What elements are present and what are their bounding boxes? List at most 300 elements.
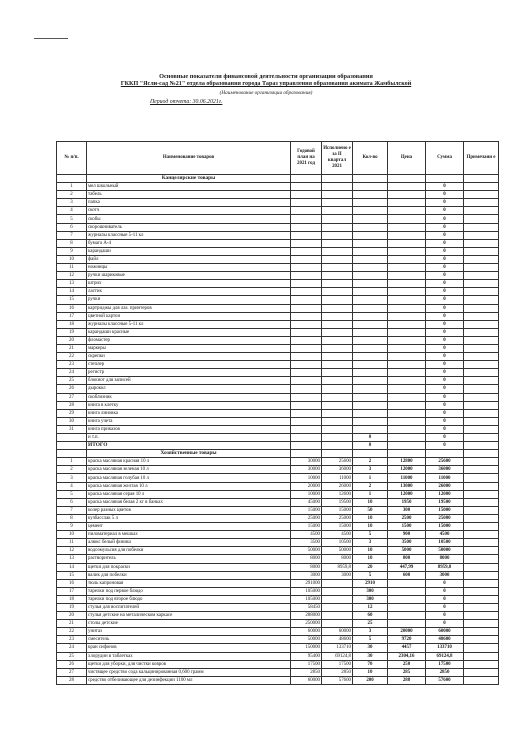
cell-name: степлер xyxy=(87,361,291,369)
cell-note xyxy=(464,336,499,344)
cell-done: 57600 xyxy=(322,676,353,684)
cell-empty xyxy=(291,175,322,183)
cell-price xyxy=(388,247,426,255)
cell-price xyxy=(388,369,426,377)
cell-qty xyxy=(353,247,388,255)
cell-done xyxy=(322,369,353,377)
cell-plan xyxy=(291,320,322,328)
cell-qty xyxy=(353,296,388,304)
cell-note xyxy=(464,377,499,385)
cell-plan: 50000 xyxy=(291,547,322,555)
cell-note xyxy=(464,223,499,231)
cell-note xyxy=(464,239,499,247)
table-row xyxy=(57,239,499,247)
cell-price xyxy=(388,199,426,207)
financial-table xyxy=(56,141,499,685)
table-row xyxy=(57,636,499,644)
cell-note xyxy=(464,571,499,579)
cell-plan xyxy=(291,280,322,288)
table-row xyxy=(57,506,499,514)
cell-name: колер разных цветов xyxy=(87,506,291,514)
cell-sum: 0 xyxy=(426,612,464,620)
cell-price xyxy=(388,320,426,328)
cell-num: 13 xyxy=(57,280,87,288)
cell-qty xyxy=(353,191,388,199)
cell-name: кран сифонов xyxy=(87,644,291,652)
table-row xyxy=(57,393,499,401)
cell-done xyxy=(322,385,353,393)
cell-num: 25 xyxy=(57,652,87,660)
cell-sum: 25600 xyxy=(426,458,464,466)
cell-done xyxy=(322,393,353,401)
cell-plan xyxy=(291,385,322,393)
cell-done xyxy=(322,247,353,255)
cell-note xyxy=(464,434,499,442)
cell-note xyxy=(464,255,499,263)
cell-sum: 36000 xyxy=(426,466,464,474)
cell-qty: 10 xyxy=(353,498,388,506)
cell-price: 20000 xyxy=(388,628,426,636)
cell-num: 20 xyxy=(57,612,87,620)
cell-plan xyxy=(291,417,322,425)
cell-name: штрих xyxy=(87,280,291,288)
cell-done xyxy=(322,223,353,231)
cell-num: 17 xyxy=(57,587,87,595)
cell-num: 10 xyxy=(57,531,87,539)
organization-caption: (Наименование организации образования) xyxy=(219,90,313,96)
cell-qty: 2910 xyxy=(353,579,388,587)
cell-num: 22 xyxy=(57,628,87,636)
cell-price xyxy=(388,377,426,385)
cell-note xyxy=(464,595,499,603)
cell-num: 26 xyxy=(57,660,87,668)
cell-price xyxy=(388,385,426,393)
cell-num: 3 xyxy=(57,474,87,482)
cell-plan xyxy=(291,369,322,377)
table-row xyxy=(57,353,499,361)
cell-plan xyxy=(291,183,322,191)
cell-price xyxy=(388,612,426,620)
cell-name: карандаши xyxy=(87,247,291,255)
cell-done xyxy=(322,587,353,595)
cell-price xyxy=(388,579,426,587)
cell-name: файл xyxy=(87,255,291,263)
cell-price xyxy=(388,328,426,336)
cell-num: 6 xyxy=(57,223,87,231)
cell-done xyxy=(322,183,353,191)
cell-name: книга в клетку xyxy=(87,401,291,409)
cell-price xyxy=(388,231,426,239)
cell-empty xyxy=(353,450,388,458)
cell-name: смеситель xyxy=(87,636,291,644)
cell-name: цветной картон xyxy=(87,312,291,320)
cell-qty: 30 xyxy=(353,652,388,660)
cell-price: 288 xyxy=(388,676,426,684)
table-row xyxy=(57,571,499,579)
table-row xyxy=(57,498,499,506)
cell-qty: 2 xyxy=(353,482,388,490)
cell-price xyxy=(388,425,426,433)
cell-price xyxy=(388,280,426,288)
cell-note xyxy=(464,280,499,288)
table-row xyxy=(57,514,499,522)
cell-empty xyxy=(388,450,426,458)
cell-price xyxy=(388,587,426,595)
cell-sum: 57600 xyxy=(426,676,464,684)
cell-sum: 0 xyxy=(426,587,464,595)
cell-plan xyxy=(291,255,322,263)
cell-qty: 3 xyxy=(353,466,388,474)
cell-qty: 3 xyxy=(353,539,388,547)
cell-num: 4 xyxy=(57,482,87,490)
cell-sum: 0 xyxy=(426,393,464,401)
table-row xyxy=(57,563,499,571)
cell-price: 13000 xyxy=(388,482,426,490)
cell-plan xyxy=(291,223,322,231)
cell-sum: 0 xyxy=(426,215,464,223)
cell-qty xyxy=(353,183,388,191)
cell-sum: 69124,8 xyxy=(426,652,464,660)
cell-done xyxy=(322,255,353,263)
cell-name: книга приказов xyxy=(87,425,291,433)
cell-price xyxy=(388,223,426,231)
cell-num: 5 xyxy=(57,215,87,223)
cell-note xyxy=(464,547,499,555)
cell-num: 2 xyxy=(57,466,87,474)
table-row xyxy=(57,377,499,385)
cell-qty: 3 xyxy=(353,628,388,636)
table-row xyxy=(57,466,499,474)
cell-empty xyxy=(322,175,353,183)
cell-name: регистр xyxy=(87,369,291,377)
cell-num: 1 xyxy=(57,183,87,191)
cell-num xyxy=(57,175,87,183)
table-row xyxy=(57,280,499,288)
cell-plan xyxy=(291,264,322,272)
cell-qty: 300 xyxy=(353,587,388,595)
cell-sum: 0 xyxy=(426,312,464,320)
table-row xyxy=(57,296,499,304)
cell-name: фломастер xyxy=(87,336,291,344)
cell-qty xyxy=(353,320,388,328)
cell-num: 8 xyxy=(57,514,87,522)
cell-done: 48600 xyxy=(322,636,353,644)
cell-num: 12 xyxy=(57,547,87,555)
table-row xyxy=(57,320,499,328)
cell-name: алюкс белый финиш xyxy=(87,539,291,547)
cell-note xyxy=(464,652,499,660)
cell-done: 12600 xyxy=(322,490,353,498)
cell-note xyxy=(464,320,499,328)
cell-empty xyxy=(322,450,353,458)
cell-plan xyxy=(291,344,322,352)
cell-note xyxy=(464,628,499,636)
cell-num: 15 xyxy=(57,571,87,579)
cell-price xyxy=(388,353,426,361)
cell-done xyxy=(322,280,353,288)
table-row xyxy=(57,272,499,280)
cell-price: 2304,16 xyxy=(388,652,426,660)
cell-done: 17500 xyxy=(322,660,353,668)
cell-note xyxy=(464,353,499,361)
table-row xyxy=(57,628,499,636)
cell-price xyxy=(388,183,426,191)
cell-name: унитаз xyxy=(87,628,291,636)
cell-qty xyxy=(353,304,388,312)
cell-qty xyxy=(353,409,388,417)
cell-name: табель xyxy=(87,191,291,199)
cell-done xyxy=(322,288,353,296)
cell-name: ластик xyxy=(87,288,291,296)
cell-qty: 0 xyxy=(353,434,388,442)
cell-num: 25 xyxy=(57,377,87,385)
table-row xyxy=(57,668,499,676)
cell-qty xyxy=(353,393,388,401)
cell-note xyxy=(464,264,499,272)
cell-name: мел школьный xyxy=(87,183,291,191)
cell-name: дырокол xyxy=(87,385,291,393)
cell-qty xyxy=(353,207,388,215)
cell-num: 23 xyxy=(57,636,87,644)
cell-note xyxy=(464,199,499,207)
cell-price xyxy=(388,603,426,611)
table-row xyxy=(57,579,499,587)
cell-done xyxy=(322,353,353,361)
cell-done: 15000 xyxy=(322,506,353,514)
cell-name: картриджы для лаз. принтеров xyxy=(87,304,291,312)
cell-note xyxy=(464,191,499,199)
cell-note xyxy=(464,328,499,336)
cell-price: 1950 xyxy=(388,498,426,506)
cell-plan xyxy=(291,288,322,296)
cell-sum: 0 xyxy=(426,223,464,231)
cell-plan: 105000 xyxy=(291,587,322,595)
cell-plan: 60000 xyxy=(291,676,322,684)
cell-name: хлорудин в таблетках xyxy=(87,652,291,660)
cell-name: бумага А-4 xyxy=(87,239,291,247)
cell-note xyxy=(464,644,499,652)
cell-price xyxy=(388,304,426,312)
cell-plan: 60000 xyxy=(291,628,322,636)
cell-qty: 30 xyxy=(353,644,388,652)
cell-plan: 95400 xyxy=(291,652,322,660)
cell-note xyxy=(464,288,499,296)
cell-plan: 150000 xyxy=(291,644,322,652)
cell-done xyxy=(322,272,353,280)
cell-sum: 8959,8 xyxy=(426,563,464,571)
cell-qty xyxy=(353,312,388,320)
cell-sum: 0 xyxy=(426,304,464,312)
col-header-sum: Сумма xyxy=(426,142,464,175)
cell-price xyxy=(388,595,426,603)
cell-num: 14 xyxy=(57,563,87,571)
cell-plan xyxy=(291,304,322,312)
cell-sum: 0 xyxy=(426,353,464,361)
col-header-num: № п/п. xyxy=(57,142,87,175)
cell-done xyxy=(322,320,353,328)
cell-sum: 17500 xyxy=(426,660,464,668)
cell-num: 26 xyxy=(57,385,87,393)
cell-qty xyxy=(353,239,388,247)
cell-name: щетки для уборки, для чистки ковров xyxy=(87,660,291,668)
cell-qty xyxy=(353,231,388,239)
cell-done xyxy=(322,579,353,587)
cell-plan: 17500 xyxy=(291,660,322,668)
cell-qty: 1 xyxy=(353,490,388,498)
cell-qty xyxy=(353,328,388,336)
cell-plan xyxy=(291,353,322,361)
cell-plan: 8000 xyxy=(291,555,322,563)
cell-plan: 15000 xyxy=(291,523,322,531)
cell-note xyxy=(464,312,499,320)
cell-qty xyxy=(353,417,388,425)
cell-note xyxy=(464,425,499,433)
cell-done xyxy=(322,191,353,199)
table-row xyxy=(57,652,499,660)
cell-sum: 0 xyxy=(426,231,464,239)
cell-num xyxy=(57,442,87,450)
cell-price xyxy=(388,264,426,272)
cell-done xyxy=(322,199,353,207)
cell-qty xyxy=(353,361,388,369)
table-row xyxy=(57,539,499,547)
cell-done: 15000 xyxy=(322,523,353,531)
cell-qty xyxy=(353,288,388,296)
cell-num: 7 xyxy=(57,231,87,239)
cell-note xyxy=(464,304,499,312)
cell-qty: 10 xyxy=(353,668,388,676)
cell-note xyxy=(464,676,499,684)
cell-sum: 2850 xyxy=(426,668,464,676)
cell-price xyxy=(388,255,426,263)
cell-num xyxy=(57,434,87,442)
cell-done xyxy=(322,417,353,425)
cell-plan xyxy=(291,231,322,239)
table-row xyxy=(57,231,499,239)
cell-plan xyxy=(291,401,322,409)
cell-num: 8 xyxy=(57,239,87,247)
cell-name: скорошниватель xyxy=(87,223,291,231)
cell-price: 300 xyxy=(388,506,426,514)
cell-qty: 60 xyxy=(353,612,388,620)
cell-name: стулья детские на металическом каркасе xyxy=(87,612,291,620)
cell-qty: 5 xyxy=(353,636,388,644)
table-row xyxy=(57,264,499,272)
table-row xyxy=(57,660,499,668)
cell-sum: 0 xyxy=(426,320,464,328)
cell-num: 3 xyxy=(57,199,87,207)
cell-num: 9 xyxy=(57,247,87,255)
cell-num: 19 xyxy=(57,603,87,611)
cell-name: краска масляная зеленая 10 л xyxy=(87,466,291,474)
cell-price xyxy=(388,288,426,296)
cell-price xyxy=(388,393,426,401)
cell-num: 30 xyxy=(57,417,87,425)
cell-sum: 10500 xyxy=(426,539,464,547)
cell-done xyxy=(322,312,353,320)
cell-num: 16 xyxy=(57,579,87,587)
organization-name: ГККП "Ясли-сад №21" отдела образования города Тараз управления образования акимата Жамбылской xyxy=(120,81,412,87)
cell-qty: 50 xyxy=(353,506,388,514)
cell-plan xyxy=(291,393,322,401)
cell-sum: 0 xyxy=(426,442,464,450)
cell-name: карандаши красные xyxy=(87,328,291,336)
cell-plan xyxy=(291,296,322,304)
cell-plan: 250000 xyxy=(291,620,322,628)
table-row xyxy=(57,215,499,223)
cell-done xyxy=(322,344,353,352)
cell-note xyxy=(464,466,499,474)
cell-qty: 12 xyxy=(353,603,388,611)
cell-name: краска масляная белая 2 кг в банках xyxy=(87,498,291,506)
cell-sum: 0 xyxy=(426,191,464,199)
cell-num: 22 xyxy=(57,353,87,361)
cell-price xyxy=(388,239,426,247)
cell-num: 5 xyxy=(57,490,87,498)
cell-done xyxy=(322,409,353,417)
cell-note xyxy=(464,183,499,191)
cell-name: скотч xyxy=(87,207,291,215)
cell-name: ручки xyxy=(87,296,291,304)
cell-price: 3500 xyxy=(388,539,426,547)
cell-num: 11 xyxy=(57,264,87,272)
cell-sum: 26000 xyxy=(426,482,464,490)
cell-name: чистящее средство сода кальцинированная 0,600 грамм xyxy=(87,668,291,676)
cell-qty: 300 xyxy=(353,595,388,603)
cell-note xyxy=(464,344,499,352)
cell-qty xyxy=(353,223,388,231)
cell-note xyxy=(464,393,499,401)
cell-name: краска масляная серая 10 л xyxy=(87,490,291,498)
cell-qty xyxy=(353,215,388,223)
table-row xyxy=(57,369,499,377)
cell-sum: 3000 xyxy=(426,571,464,579)
cell-num: 11 xyxy=(57,539,87,547)
cell-qty: 200 xyxy=(353,676,388,684)
cell-note xyxy=(464,523,499,531)
table-row xyxy=(57,612,499,620)
cell-done xyxy=(322,215,353,223)
cell-num: 27 xyxy=(57,393,87,401)
cell-done: 133710 xyxy=(322,644,353,652)
cell-qty: 10 xyxy=(353,514,388,522)
cell-plan: 45000 xyxy=(291,498,322,506)
cell-name: и т.п. xyxy=(87,434,291,442)
cell-note xyxy=(464,207,499,215)
cell-price xyxy=(388,434,426,442)
cell-qty: 20 xyxy=(353,563,388,571)
cell-done xyxy=(322,612,353,620)
cell-note xyxy=(464,587,499,595)
cell-plan: 50000 xyxy=(291,636,322,644)
cell-note xyxy=(464,490,499,498)
cell-note xyxy=(464,506,499,514)
cell-sum: 0 xyxy=(426,620,464,628)
cell-plan xyxy=(291,361,322,369)
cell-num: 1 xyxy=(57,458,87,466)
cell-name: средство отбеливающее для дезинфекции 1100 мл xyxy=(87,676,291,684)
cell-note xyxy=(464,603,499,611)
table-row xyxy=(57,288,499,296)
cell-price xyxy=(388,336,426,344)
table-row xyxy=(57,620,499,628)
cell-sum: 0 xyxy=(426,425,464,433)
cell-done xyxy=(322,336,353,344)
cell-empty xyxy=(464,175,499,183)
cell-sum: 0 xyxy=(426,579,464,587)
cell-done xyxy=(322,377,353,385)
cell-sum: 12000 xyxy=(426,490,464,498)
